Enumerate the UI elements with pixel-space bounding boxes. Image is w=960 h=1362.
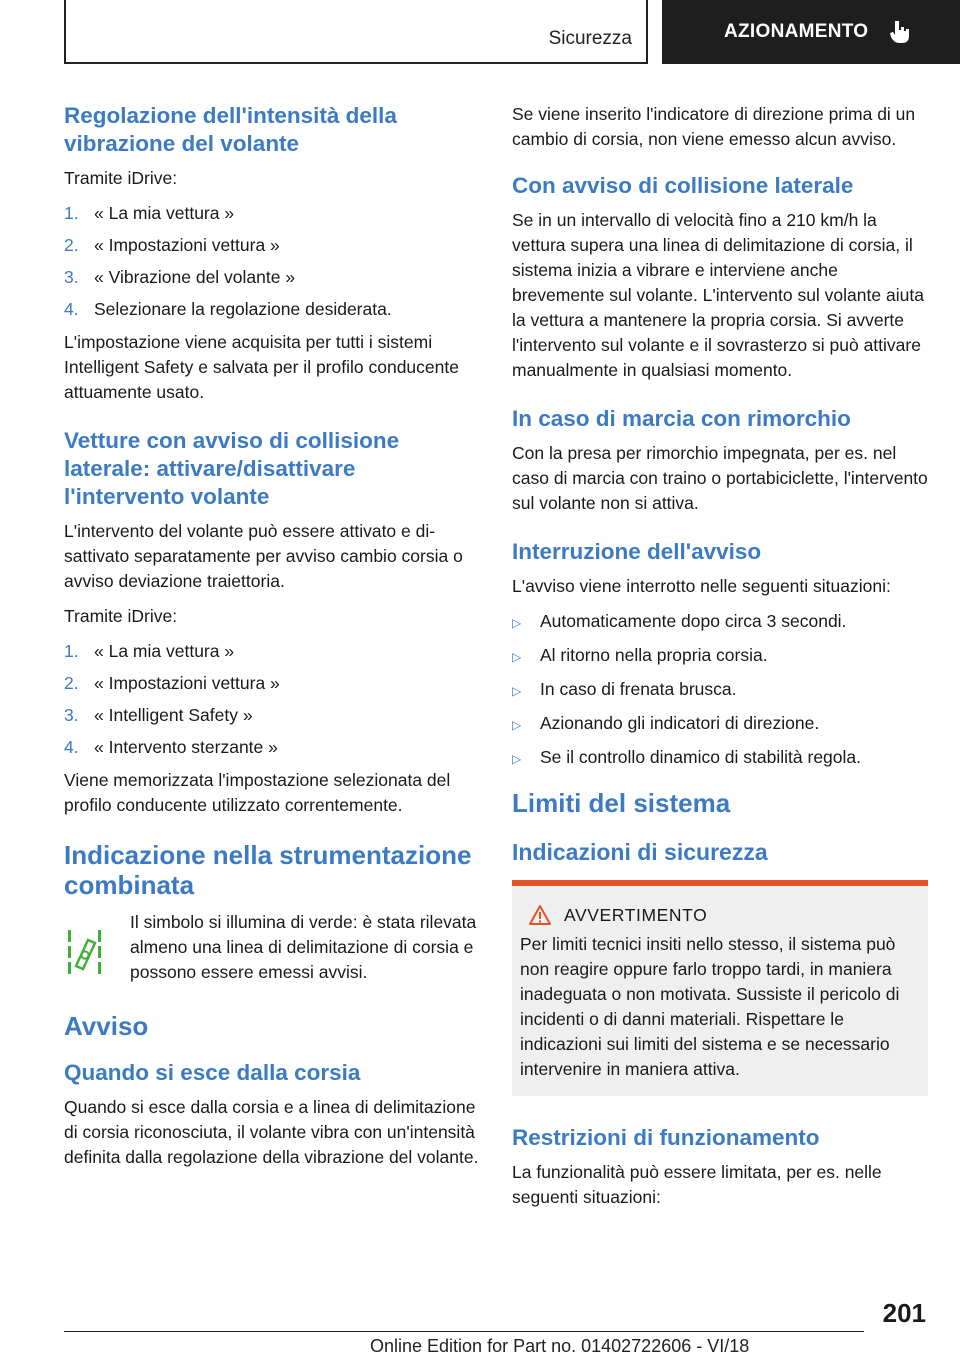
list-item-text: Azionando gli indicatori di direzione.: [540, 713, 820, 733]
lateral-note: Viene memorizzata l'impostazione selezionata del profilo conducente utilizzato correntemente.: [64, 770, 451, 815]
triangle-bullet-icon: ▷: [512, 684, 522, 698]
triangle-bullet-icon: ▷: [512, 718, 522, 732]
triangle-bullet-icon: ▷: [512, 650, 522, 664]
list-item: [64, 703, 482, 728]
lane-exit-text: Quando si esce dalla corsia e a linea di delimitazione di corsia riconosciuta, il volante vibra con un'intensità definita dalla regolazione della vibrazione del volante.: [64, 1097, 479, 1167]
step-text: « Intelligent Safety »: [94, 705, 253, 725]
warning-text: Per limiti tecnici insiti nello stesso, il sistema può non reagire oppure farlo troppo tardi, in maniera inadeguata o non motivata. Sussiste il pericolo di incidenti o di danni materiali. Rispettare le indicazioni sui limiti del sistema e se necessario intervenire in maniera attiva.: [520, 934, 900, 1079]
lateral-intro: Tramite iDrive:: [64, 606, 178, 626]
step-number: 3.: [64, 267, 79, 287]
limits-heading: Limiti del sistema: [512, 788, 731, 818]
lane-exit-heading: Quando si esce dalla corsia: [64, 1060, 361, 1085]
list-item: [512, 677, 928, 704]
interruption-text: L'avviso viene interrotto nelle seguenti situazioni:: [512, 576, 891, 596]
step-text: « Vibrazione del volante »: [94, 267, 296, 287]
list-item: [64, 671, 482, 696]
step-text: « La mia vettura »: [94, 203, 235, 223]
warning-title: AVVERTIMENTO: [564, 904, 708, 925]
list-item: [64, 201, 482, 226]
collision-text: Se in un intervallo di velocità fino a 210 km/h la vettura supera una linea di delimitazione di corsia, il sistema inizia a vibrare e interviene anche brevemente sul volante. L'intervento sul volante aiuta la vettura a mantenere la propria corsia. Si avverte l'intervento sul volante e il sovrasterzo si può attivare manualmente in qualsiasi momento.: [512, 210, 924, 380]
header-section-title: Sicurezza: [548, 28, 632, 49]
indicator-block: [64, 910, 482, 985]
lateral-text: L'intervento del volante può essere attivato e disattivato separatamente per avviso cambio corsia o avviso deviazione traiettoria.: [64, 521, 463, 591]
step-number: 2.: [64, 673, 79, 693]
list-item-text: In caso di frenata brusca.: [540, 679, 737, 699]
left-column: [64, 102, 482, 1180]
step-number: 4.: [64, 737, 79, 757]
step-number: 3.: [64, 705, 79, 725]
header-chapter-tab[interactable]: [662, 0, 960, 64]
vibration-note: L'impostazione viene acquisita per tutti i sistemi Intelligent Safety e salvata per il profilo conducente attuamente usato.: [64, 332, 459, 402]
vibration-steps: [64, 201, 482, 322]
step-number: 4.: [64, 299, 79, 319]
list-item-text: Al ritorno nella propria corsia.: [540, 645, 768, 665]
footer-divider: [64, 1331, 864, 1332]
trailer-heading: In caso di marcia con rimorchio: [512, 406, 851, 431]
step-text: « Impostazioni vettura »: [94, 235, 280, 255]
lateral-steps: [64, 639, 482, 760]
interruption-list: [512, 609, 928, 772]
step-text: « Impostazioni vettura »: [94, 673, 280, 693]
lane-assist-icon: [64, 910, 130, 985]
trailer-text: Con la presa per rimorchio impegnata, per es. nel caso di marcia con traino o portabiciclette, l'intervento sul volante non si attiva.: [512, 443, 928, 513]
step-text: « Intervento sterzante »: [94, 737, 278, 757]
footer-edition: Online Edition for Part no. 01402722606 - VI/18: [370, 1336, 750, 1356]
step-number: 1.: [64, 203, 79, 223]
right-column: [512, 102, 928, 1220]
list-item: [64, 233, 482, 258]
list-item: [512, 609, 928, 636]
indicator-text: Il simbolo si illumina di verde: è stata rilevata almeno una linea di delimitazione di corsia e possono essere emessi avvisi.: [130, 912, 477, 982]
safety-heading: Indicazioni di sicurezza: [512, 839, 768, 865]
step-text: Selezionare la regolazione desiderata.: [94, 299, 392, 319]
list-item: [64, 265, 482, 290]
step-number: 1.: [64, 641, 79, 661]
warning-title-row: [528, 904, 920, 926]
list-item: [512, 745, 928, 772]
hand-pointer-icon: [888, 19, 912, 45]
interruption-heading: Interruzione dell'avviso: [512, 539, 762, 564]
header-chapter-label: AZIONAMENTO: [724, 21, 869, 42]
list-item-text: Automaticamente dopo circa 3 secondi.: [540, 611, 847, 631]
vibration-intro: Tramite iDrive:: [64, 168, 178, 188]
restrictions-text: La funzionalità può essere limitata, per es. nelle seguenti situazioni:: [512, 1162, 882, 1207]
triangle-bullet-icon: ▷: [512, 752, 522, 766]
step-number: 2.: [64, 235, 79, 255]
list-item: [512, 643, 928, 670]
list-item: [64, 639, 482, 664]
avviso-heading: Avviso: [64, 1011, 149, 1041]
indicator-heading: Indicazione nella strumentazione combinata: [64, 840, 472, 900]
collision-heading: Con avviso di collisione laterale: [512, 173, 854, 198]
page-number: 201: [882, 1298, 926, 1328]
warning-triangle-icon: [528, 904, 552, 926]
warning-box: [512, 880, 928, 1096]
triangle-bullet-icon: ▷: [512, 616, 522, 630]
turn-signal-text: Se viene inserito l'indicatore di direzione prima di un cambio di corsia, non viene emesso alcun avviso.: [512, 104, 916, 149]
list-item-text: Se il controllo dinamico di stabilità regola.: [540, 747, 861, 767]
lateral-heading: Vetture con avviso di collisione laterale: attivare/disattivare l'intervento volante: [64, 428, 400, 509]
vibration-heading: Regolazione dell'intensità della vibrazione del volante: [64, 103, 397, 156]
step-text: « La mia vettura »: [94, 641, 235, 661]
list-item: [64, 297, 482, 322]
list-item: [64, 735, 482, 760]
list-item: [512, 711, 928, 738]
restrictions-heading: Restrizioni di funzionamento: [512, 1125, 820, 1150]
